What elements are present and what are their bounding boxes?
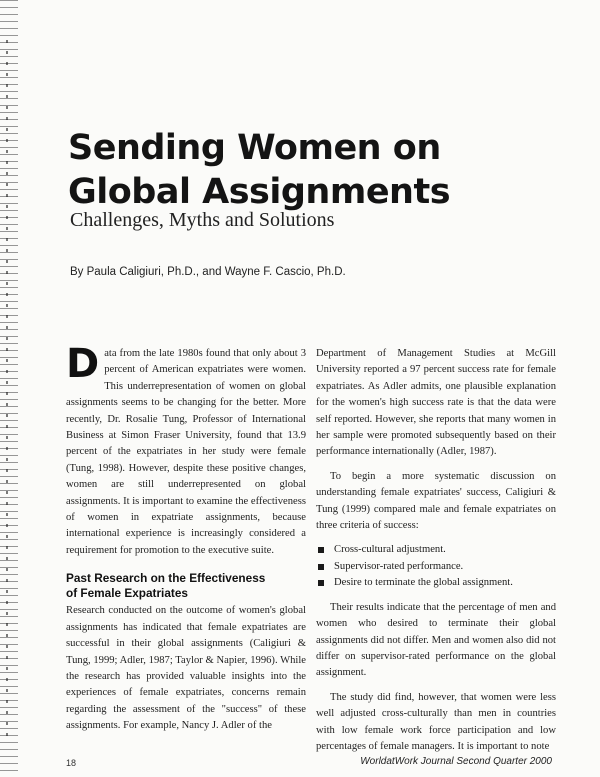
article-subtitle: Challenges, Myths and Solutions (70, 209, 335, 231)
journal-footer: WorldatWork Journal Second Quarter 2000 (360, 756, 552, 767)
body-paragraph-1: Department of Management Studies at McGill University reported a 97 percent success rate for female expatriates. As Adler admits, one plausible explanation for the women's high success rate is that the data were self reported. However, she reports that many women in her sample were promoted subsequently based on their performance internationally (Adler, 1987). (316, 348, 556, 458)
article-title (68, 126, 548, 214)
section-heading-line-2: of Female Expatriates (66, 585, 188, 600)
bullet-square-icon (318, 564, 324, 570)
body-paragraph-2: To begin a more systematic discussion on understanding female expatriates' success, Caligiuri & Tung (1999) compared male and female expatriates on three criteria of success: (316, 470, 556, 532)
title-line-2: Global Assignments (68, 172, 451, 212)
section-heading-line-1: Past Research on the Effectiveness (66, 571, 266, 586)
intro-text: ata from the late 1980s found that only about 3 percent of American expatriates were women. This underrepresentation of women on global assignments seems to be changing for the better. More recently, Dr. Rosalie Tung, Professor of International Business at Simon Fraser University, found that 13.9 percent of the expatriates in her study were female (Tung, 1998). However, despite these positive changes, women are still underrepresented on global assignments. It is important to examine the effectiveness of women in expatriate assignments, because international experience is increasingly considered a requirement for promotion to the executive suite. (66, 348, 306, 556)
drop-cap: D (66, 341, 100, 387)
list-item: Desire to terminate the global assignment. (316, 575, 556, 591)
success-criteria-list (316, 542, 556, 591)
body-paragraph-4: The study did find, however, that women were less well adjusted cross-culturally than men in countries with low female work force participation and low percentages of female managers. It is important to note (316, 691, 556, 752)
left-column (66, 341, 306, 743)
body-paragraph-3: Their results indicate that the percentage of men and women who desired to terminate their global assignments did not differ. Men and women also did not differ on supervisor-rated performance on the global assignment. (316, 601, 556, 679)
intro-paragraph (66, 341, 306, 559)
page-number: 18 (66, 758, 77, 768)
scan-margin-artifact-line (6, 40, 8, 740)
bullet-square-icon (318, 580, 324, 586)
title-line-1: Sending Women on (68, 128, 441, 168)
section-heading (66, 571, 306, 600)
scan-margin-artifact (0, 0, 18, 777)
article-byline: By Paula Caligiuri, Ph.D., and Wayne F. Cascio, Ph.D. (70, 266, 346, 278)
list-item: Supervisor-rated performance. (316, 559, 556, 575)
bullet-square-icon (318, 547, 324, 553)
research-paragraph: Research conducted on the outcome of women's global assignments has indicated that female expatriates are successful in their global assignments (Caligiuri & Tung, 1999; Adler, 1987; Taylor & Napier, 1996). While the research has provided valuable insights into the experiences of female expatriates, concerns remain regarding the assessment of the "success" of these assignments. For example, Nancy J. Adler of the (66, 605, 306, 732)
list-item: Cross-cultural adjustment. (316, 542, 556, 558)
right-column (316, 346, 556, 763)
